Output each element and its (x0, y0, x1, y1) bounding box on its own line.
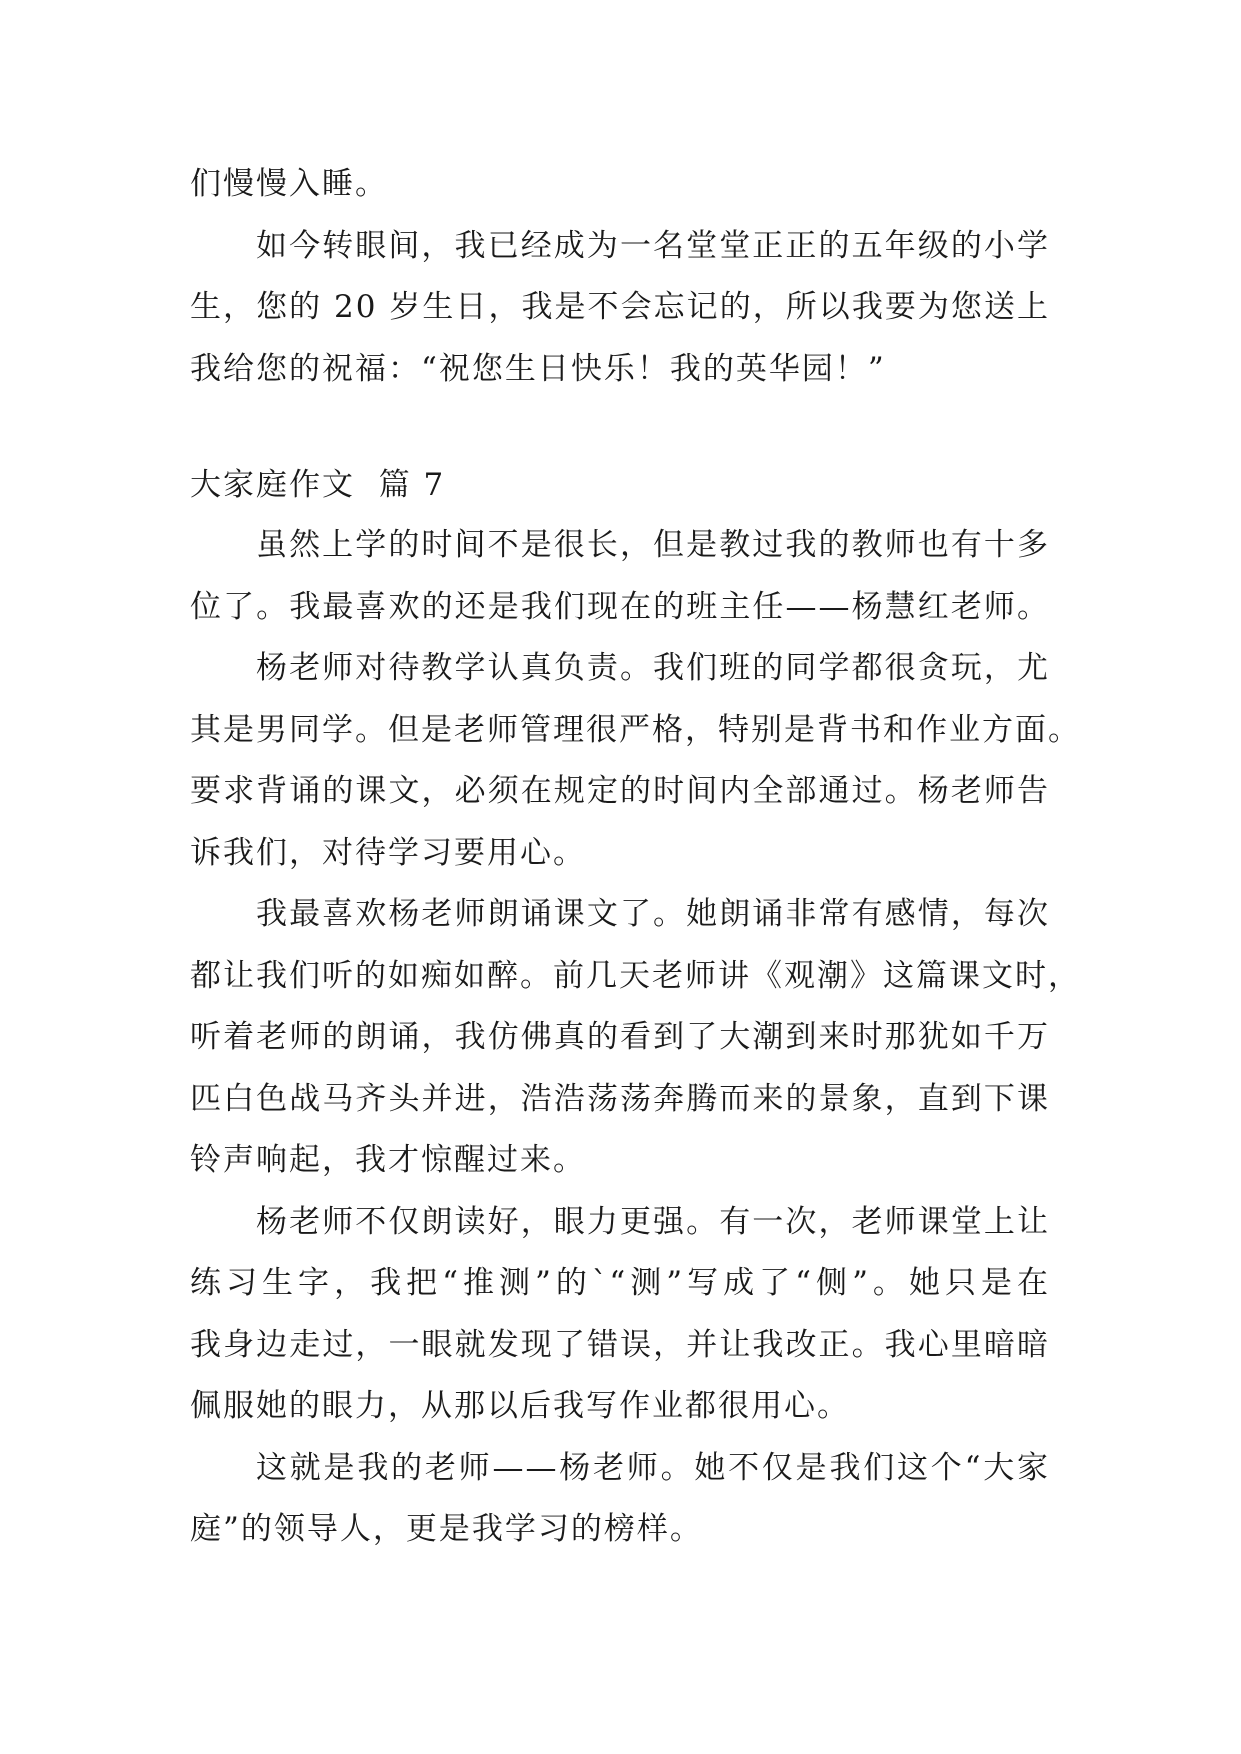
section-heading: 大家庭作文 篇 7 (190, 467, 446, 503)
paragraph-line: 佩服她的眼力，从那以后我写作业都很用心。 (190, 1388, 850, 1424)
paragraph-line: 诉我们，对待学习要用心。 (190, 834, 586, 871)
paragraph-line: 练习生字，我把“推测”的`“测”写成了“侧”。她只是在 (190, 1265, 1050, 1301)
paragraph-line: 我最喜欢杨老师朗诵课文了。她朗诵非常有感情，每次 (256, 896, 1050, 932)
paragraph-line: 虽然上学的时间不是很长，但是教过我的教师也有十多 (256, 527, 1050, 563)
paragraph-line: 都让我们听的如痴如醉。前几天老师讲《观潮》这篇课文时， (190, 957, 1081, 994)
section-spacer (190, 400, 1050, 455)
paragraph-line: 我身边走过，一眼就发现了错误，并让我改正。我心里暗暗 (190, 1326, 1050, 1363)
paragraph-line: 匹白色战马齐头并进，浩浩荡荡奔腾而来的景象，直到下课 (190, 1080, 1050, 1117)
paragraph-line: 铃声响起，我才惊醒过来。 (190, 1142, 586, 1178)
paragraph-line: 们慢慢入睡。 (190, 166, 388, 202)
paragraph-line: 其是男同学。但是老师管理很严格，特别是背书和作业方面。 (190, 711, 1081, 748)
paragraph-line: 听着老师的朗诵，我仿佛真的看到了大潮到来时那犹如千万 (190, 1019, 1050, 1055)
paragraph-line: 位了。我最喜欢的还是我们现在的班主任——杨慧红老师。 (190, 588, 1050, 625)
paragraph-line: 如今转眼间，我已经成为一名堂堂正正的五年级的小学 (256, 227, 1050, 264)
paragraph-line: 庭”的领导人，更是我学习的榜样。 (190, 1511, 703, 1547)
paragraph-line: 生，您的 20 岁生日，我是不会忘记的，所以我要为您送上 (190, 289, 1050, 325)
document-body (190, 154, 1081, 1561)
paragraph-line: 要求背诵的课文，必须在规定的时间内全部通过。杨老师告 (190, 773, 1050, 809)
paragraph-line: 我给您的祝福：“祝您生日快乐！我的英华园！” (190, 350, 886, 387)
paragraph-line: 杨老师对待教学认真负责。我们班的同学都很贪玩，尤 (256, 650, 1050, 686)
paragraph-line: 杨老师不仅朗读好，眼力更强。有一次，老师课堂上让 (256, 1203, 1050, 1240)
paragraph-line: 这就是我的老师——杨老师。她不仅是我们这个“大家 (256, 1449, 1050, 1486)
